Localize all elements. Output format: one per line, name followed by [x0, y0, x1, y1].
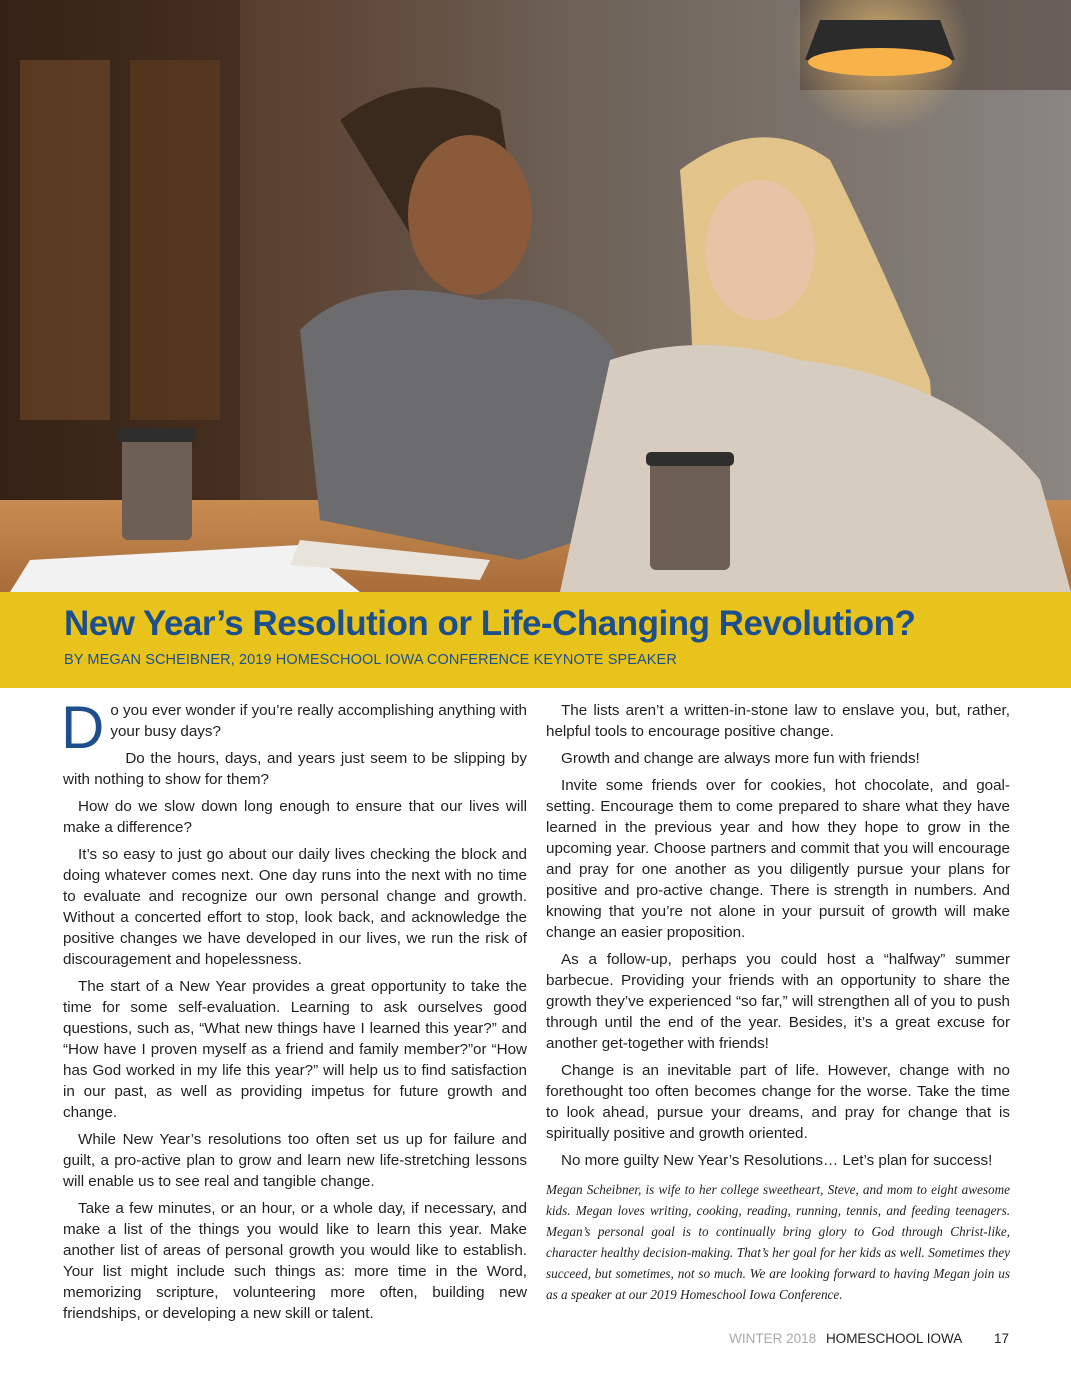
footer-magazine: HOMESCHOOL IOWA: [825, 1331, 963, 1346]
paragraph: The lists aren’t a written-in-stone law to enslave you, but, rather, helpful tools to encourage positive change.: [546, 702, 1010, 740]
author-bio: Megan Scheibner, is wife to her college sweetheart, Steve, and mom to eight awesome kids. Megan loves writing, cooking, reading, running, tennis, and feeding teenagers. Megan’s personal goal is to continually bring glory to God through Christ-like, character healthy decision-making. That’s her goal for her kids as well. Sometimes they succeed, but sometimes, not so much. We are looking forward to having Megan join us as a speaker at our 2019 Homeschool Iowa Conference.: [546, 1182, 1010, 1302]
paragraph: It’s so easy to just go about our daily lives checking the block and doing whatever comes next. One day runs into the next with no time to evaluate and recognize our own personal change and growth. Without a concerted effort to stop, look back, and acknowledge the positive changes we have developed in our lives, we run the risk of discouragement and hopelessness.: [63, 846, 527, 968]
paragraph: Take a few minutes, or an hour, or a whole day, if necessary, and make a list of the things you would like to learn this year. Make another list of areas of personal growth you would like to establish. Your list might include such things as: more time in the Word, memorizing scripture, volunteering more often, building new friendships, or developing a new skill or talent.: [63, 1200, 527, 1322]
first-paragraph: [61, 694, 527, 761]
paragraph: Invite some friends over for cookies, hot chocolate, and goal-setting. Encourage them to come prepared to share what they have learned in the previous year and how they hope to grow in the upcoming year. Choose partners and commit that you will encourage and pray for one another as you diligently pursue your plans for positive and pro-active change. There is strength in numbers. And knowing that you’re not alone in your pursuit of growth will make change an easier proposition.: [546, 777, 1010, 941]
paragraph: No more guilty New Year’s Resolutions… Let’s plan for success!: [561, 1152, 993, 1169]
page-footer: [729, 1331, 1009, 1346]
paragraph: The start of a New Year provides a great opportunity to take the time for some self-evaluation. Learning to ask ourselves good questions, such as, “What new things have I learned this year?” and “How have I proven myself as a friend and family member?”or “How has God worked in my life this year?” will help us to find satisfaction in our past, as well as providing impetus for future growth and change.: [63, 978, 527, 1121]
drop-cap: D: [61, 694, 105, 761]
paragraph: As a follow-up, perhaps you could host a “halfway” summer barbecue. Providing your friends with an opportunity to share the growth they’ve experienced “so far,” will strengthen all of you to push through until the end of the year. Besides, it’s a great excuse for another get-together with friends!: [546, 951, 1010, 1052]
footer-issue: WINTER 2018: [729, 1331, 817, 1346]
article-title: New Year’s Resolution or Life-Changing Revolution?: [64, 604, 916, 643]
article-column-left: [61, 694, 527, 1330]
paragraph: How do we slow down long enough to ensure that our lives will make a difference?: [63, 798, 527, 836]
article-column-right: [546, 700, 1010, 1311]
paragraph: While New Year’s resolutions too often set us up for failure and guilt, a pro-active plan to grow and learn new life-stretching lessons will enable us to see real and tangible change.: [63, 1131, 527, 1190]
paragraph: Change is an inevitable part of life. However, change with no forethought too often becomes change for the worse. Take the time to look ahead, pursue your dreams, and pray for change that is spiritually positive and growth oriented.: [546, 1062, 1010, 1142]
page-number: 17: [993, 1331, 1009, 1346]
first-paragraph-text: o you ever wonder if you’re really accomplishing anything with your busy days?: [110, 702, 527, 740]
paragraph: Do the hours, days, and years just seem to be slipping by with nothing to show for them?: [63, 750, 527, 788]
paragraph: Growth and change are always more fun with friends!: [561, 750, 920, 767]
hero-photo: [0, 0, 1071, 592]
article-byline: BY MEGAN SCHEIBNER, 2019 HOMESCHOOL IOWA CONFERENCE KEYNOTE SPEAKER: [64, 652, 677, 668]
